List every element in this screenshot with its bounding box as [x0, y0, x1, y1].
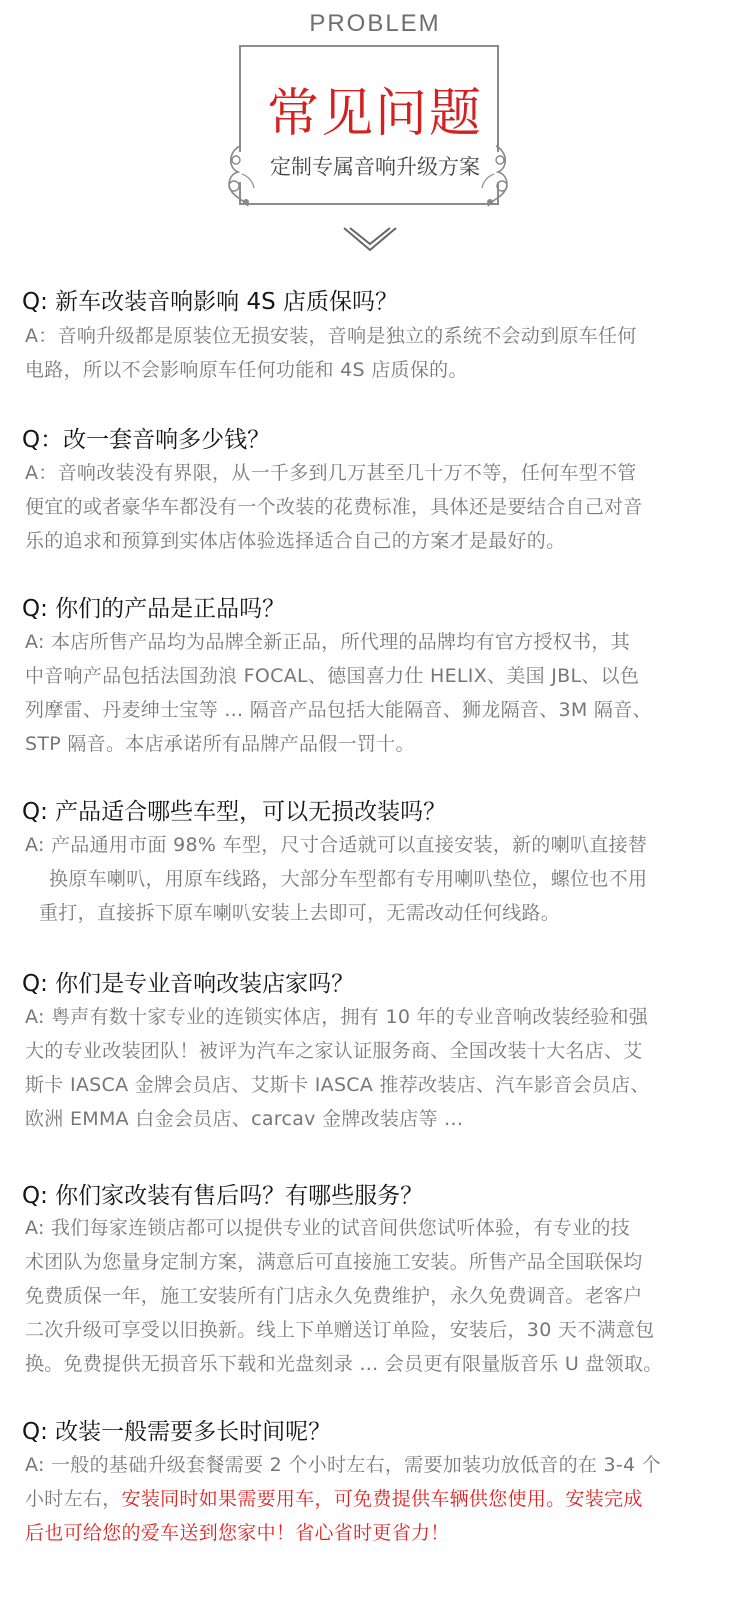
answer-line: A: 本店所售产品均为品牌全新正品，所代理的品牌均有官方授权书，其: [25, 631, 631, 653]
answer-2: [25, 456, 725, 558]
ornament-right-icon: [478, 144, 514, 210]
answer-4: [25, 828, 725, 930]
answer-line: STP 隔音。本店承诺所有品牌产品假一罚十。: [25, 733, 415, 755]
answer-3: [25, 625, 725, 761]
answer-line: A: 产品通用市面 98% 车型，尺寸合适就可以直接安装，新的喇叭直接替: [25, 834, 648, 856]
answer-line: 二次升级可享受以旧换新。线上下单赠送订单险，安装后，30 天不满意包: [25, 1319, 655, 1341]
answer-1: [25, 319, 725, 387]
answer-line: 重打，直接拆下原车喇叭安装上去即可，无需改动任何线路。: [39, 902, 561, 924]
chevron-down-icon: [342, 224, 398, 256]
question-7: Q: 改装一般需要多长时间呢？: [22, 1419, 332, 1445]
answer-line: 斯卡 IASCA 金牌会员店、艾斯卡 IASCA 推荐改装店、汽车影音会员店、: [25, 1074, 650, 1096]
answer-line: A：音响升级都是原装位无损安装，音响是独立的系统不会动到原车任何: [25, 325, 637, 347]
answer-line: 免费质保一年，施工安装所有门店永久免费维护，永久免费调音。老客户: [25, 1285, 643, 1307]
answer-line: A: 粤声有数十家专业的连锁实体店，拥有 10 年的专业音响改装经验和强: [25, 1006, 649, 1028]
answer-line: 便宜的或者豪华车都没有一个改装的花费标准，具体还是要结合自己对音: [25, 496, 643, 518]
answer-line: 电路，所以不会影响原车任何功能和 4S 店质保的。: [25, 359, 468, 381]
answer-line: A: 一般的基础升级套餐需要 2 个小时左右，需要加装功放低音的在 3-4 个: [25, 1454, 662, 1476]
answer-highlight: 后也可给您的爱车送到您家中！省心省时更省力！: [25, 1522, 450, 1544]
answer-line: 换原车喇叭，用原车线路，大部分车型都有专用喇叭垫位，螺位也不用: [49, 868, 648, 890]
answer-text: 小时左右，: [25, 1488, 122, 1510]
answer-line: 欧洲 EMMA 白金会员店、carcav 金牌改装店等 ...: [25, 1108, 464, 1130]
ornament-left-icon: [222, 144, 258, 210]
header-subtitle: 定制专属音响升级方案: [228, 152, 522, 182]
question-5: Q: 你们是专业音响改装店家吗？: [22, 971, 355, 997]
header-en-title: PROBLEM: [309, 10, 441, 37]
answer-line: 乐的追求和预算到实体店体验选择适合自己的方案才是最好的。: [25, 530, 566, 552]
answer-line: [25, 1482, 725, 1516]
answer-line: 中音响产品包括法国劲浪 FOCAL、德国喜力仕 HELIX、美国 JBL、以色: [25, 665, 640, 687]
answer-highlight: 安装同时如果需要用车，可免费提供车辆供您使用。安装完成: [121, 1488, 643, 1510]
question-2: Q：改一套音响多少钱？: [22, 427, 271, 453]
question-3: Q: 你们的产品是正品吗？: [22, 596, 286, 622]
header-cn-title: 常见问题: [266, 84, 483, 144]
question-1: Q: 新车改装音响影响 4S 店质保吗？: [22, 289, 399, 315]
answer-line: 列摩雷、丹麦绅士宝等 ... 隔音产品包括大能隔音、狮龙隔音、3M 隔音、: [25, 699, 652, 721]
answer-line: A：音响改装没有界限，从一千多到几万甚至几十万不等，任何车型不管: [25, 462, 637, 484]
question-6: Q: 你们家改装有售后吗？有哪些服务？: [22, 1183, 424, 1209]
answer-line: 换。免费提供无损音乐下载和光盘刻录 ... 会员更有限量版音乐 U 盘领取。: [25, 1353, 663, 1375]
answer-line: A: 我们每家连锁店都可以提供专业的试音间供您试听体验，有专业的技: [25, 1217, 631, 1239]
question-4: Q: 产品适合哪些车型，可以无损改装吗？: [22, 799, 447, 825]
answer-6: [25, 1211, 725, 1381]
answer-5: [25, 1000, 725, 1136]
answer-line: 术团队为您量身定制方案，满意后可直接施工安装。所售产品全国联保均: [25, 1251, 643, 1273]
answer-line: 大的专业改装团队！被评为汽车之家认证服务商、全国改装十大名店、艾: [25, 1040, 643, 1062]
answer-7: [25, 1448, 725, 1550]
